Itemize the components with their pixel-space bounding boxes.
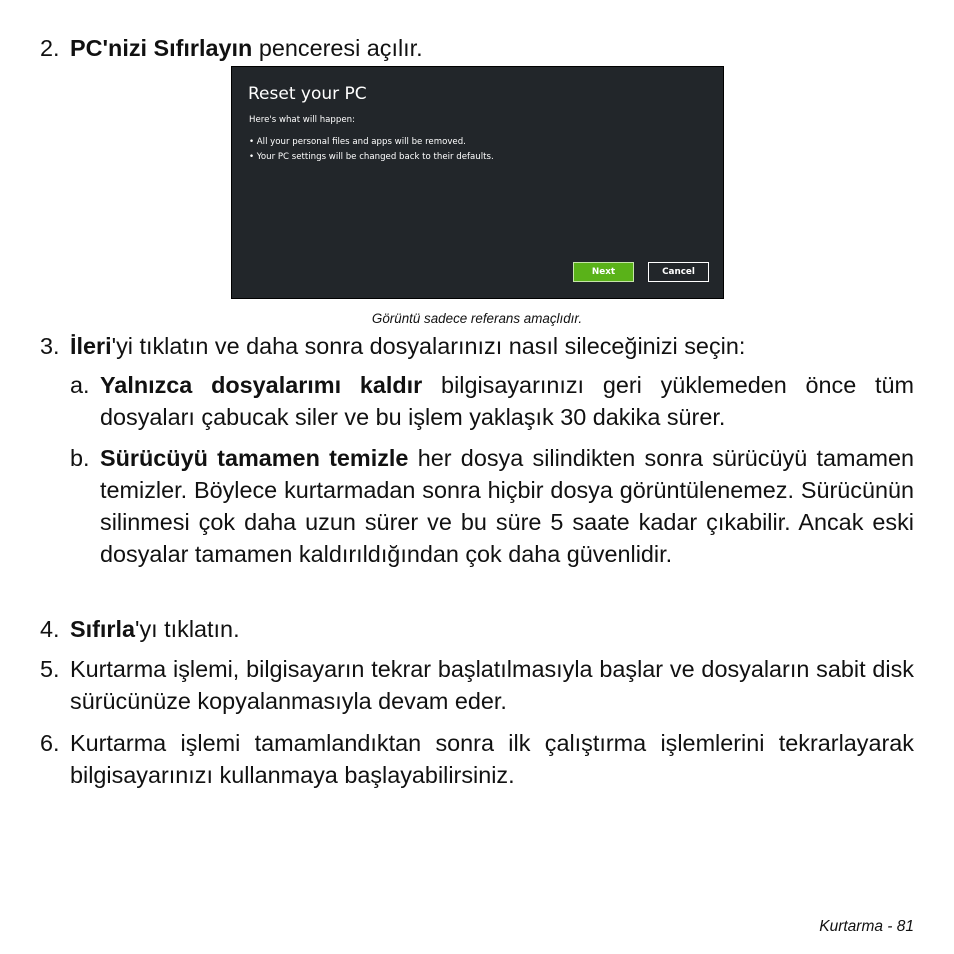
step-text xyxy=(100,442,914,570)
next-button[interactable]: Next xyxy=(573,262,634,282)
step-3 xyxy=(40,330,914,362)
step-bold: İleri xyxy=(70,333,112,359)
step-3a xyxy=(70,369,914,433)
step-number: 3. xyxy=(40,333,60,359)
step-text: Kurtarma işlemi, bilgisayarın tekrar başlatılmasıyla başlar ve dosyaların sabit disk sürücünüze kopyalanmasıyla devam eder. xyxy=(70,656,914,714)
cancel-button[interactable]: Cancel xyxy=(648,262,709,282)
step-5 xyxy=(40,653,914,717)
image-caption: Görüntü sadece referans amaçlıdır. xyxy=(371,311,583,326)
step-text: Kurtarma işlemi tamamlandıktan sonra ilk çalıştırma işlemlerini tekrarlayarak bilgisayarınızı kullanmaya başlayabilirsiniz. xyxy=(70,730,914,788)
step-rest: 'yı tıklatın. xyxy=(135,616,240,642)
step-rest: penceresi açılır. xyxy=(252,35,423,61)
step-number: b. xyxy=(70,445,90,471)
step-number: 2. xyxy=(40,35,60,61)
step-text xyxy=(70,613,914,645)
dialog-subheading: Here's what will happen: xyxy=(249,115,355,125)
step-rest: 'yi tıklatın ve daha sonra dosyalarınızı nasıl sileceğinizi seçin: xyxy=(111,333,746,359)
step-4 xyxy=(40,613,914,645)
step-rest: her dosya silindikten sonra sürücüyü tamamen temizler. Böylece kurtarmadan sonra hiçbir dosya görüntülenemez. Sürücünün silinmesi çok daha uzun sürer ve bu süre 5 saate kadar çıkabilir. Ancak eski dosyalar tamamen kaldırıldığından çok daha güvenlidir. xyxy=(100,445,914,567)
step-bold: PC'nizi Sıfırlayın xyxy=(70,35,253,61)
step-bold: Sıfırla xyxy=(70,616,135,642)
reset-pc-screenshot xyxy=(231,66,724,299)
step-number: a. xyxy=(70,372,90,398)
page-footer: Kurtarma - 81 xyxy=(819,918,914,935)
step-rest: bilgisayarınızı geri yüklemeden önce tüm dosyaları çabucak siler ve bu işlem yaklaşık 30 dakika sürer. xyxy=(100,372,914,430)
step-number: 6. xyxy=(40,730,60,756)
step-text xyxy=(100,369,914,433)
dialog-title: Reset your PC xyxy=(248,84,367,104)
step-text xyxy=(70,32,914,64)
step-number: 5. xyxy=(40,656,60,682)
step-6 xyxy=(40,727,914,791)
step-number: 4. xyxy=(40,616,60,642)
step-3b xyxy=(70,442,914,570)
step-bold: Sürücüyü tamamen temizle xyxy=(100,445,409,471)
step-bold: Yalnızca dosyalarımı kaldır xyxy=(100,372,423,398)
dialog-bullet: • All your personal files and apps will be removed. xyxy=(249,137,466,147)
step-2 xyxy=(40,32,914,64)
step-text xyxy=(70,330,914,362)
dialog-bullet: • Your PC settings will be changed back to their defaults. xyxy=(249,152,494,162)
